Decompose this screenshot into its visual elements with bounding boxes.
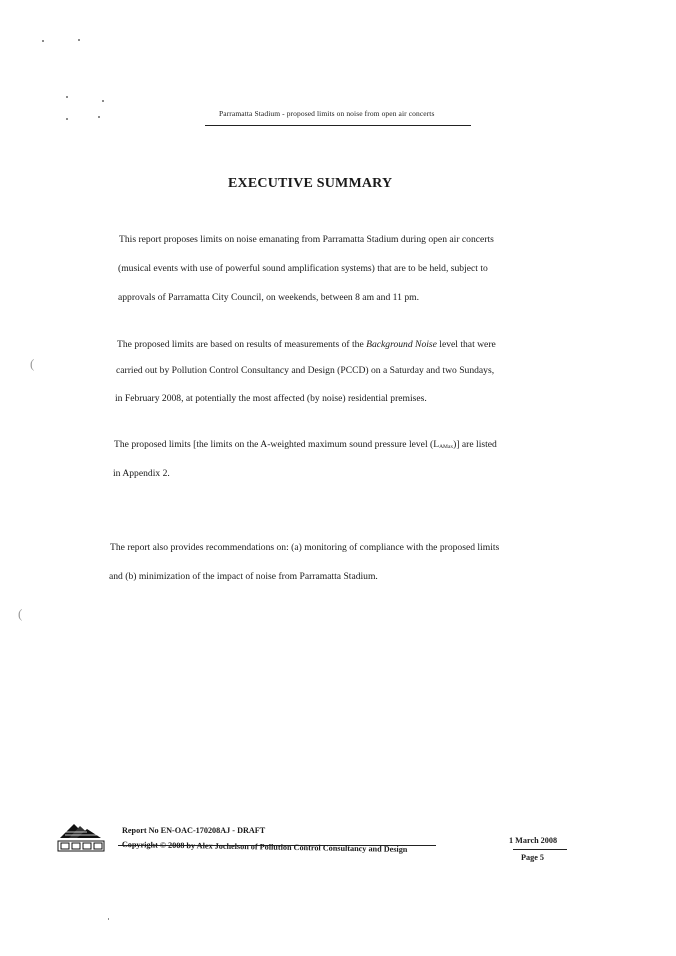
paragraph-4-line-1: The report also provides recommendations on: (a) monitoring of compliance with the proposed limits xyxy=(110,542,500,553)
report-date: 1 March 2008 xyxy=(509,836,558,845)
scan-speck xyxy=(42,40,44,42)
paragraph-3-line-2: in Appendix 2. xyxy=(113,468,170,479)
paragraph-1-line-2: (musical events with use of powerful sound amplification systems) that are to be held, subject to xyxy=(118,263,488,274)
lamax-subscript: AMax xyxy=(439,444,454,450)
pccd-logo xyxy=(57,822,105,852)
paragraph-3-line-1 xyxy=(114,439,497,450)
scan-speck xyxy=(108,918,109,920)
paragraph-2-line-1-start: The proposed limits are based on results of measurements of the xyxy=(117,339,367,350)
scan-artifact: ( xyxy=(18,606,23,621)
scan-speck xyxy=(98,116,100,118)
report-number: Report No EN-OAC-170208AJ - DRAFT xyxy=(122,826,266,835)
header-rule xyxy=(205,125,471,126)
paragraph-2-line-1-end: level that were xyxy=(436,339,496,350)
scan-speck xyxy=(102,100,104,102)
page-title: EXECUTIVE SUMMARY xyxy=(228,176,393,191)
scan-speck xyxy=(78,39,80,41)
paragraph-1-line-3: approvals of Parramatta City Council, on weekends, between 8 am and 11 pm. xyxy=(118,292,419,303)
scan-speck xyxy=(66,96,68,98)
scan-artifact: ( xyxy=(30,356,35,371)
paragraph-2-line-1 xyxy=(117,339,496,350)
paragraph-3-line-1-end: )] are listed xyxy=(453,439,497,450)
background-noise-term: Background Noise xyxy=(366,339,437,350)
paragraph-1-line-1: This report proposes limits on noise emanating from Parramatta Stadium during open air concerts xyxy=(119,234,494,245)
paragraph-2-line-3: in February 2008, at potentially the most affected (by noise) residential premises. xyxy=(115,393,427,404)
scan-speck xyxy=(66,118,68,120)
footer-rule-right xyxy=(513,849,567,850)
copyright-notice: Copyright © 2008 by Alex Jochelson of Pollution Control Consultancy and Design xyxy=(121,840,408,854)
running-header: Parramatta Stadium - proposed limits on noise from open air concerts xyxy=(219,109,435,118)
paragraph-2-line-2: carried out by Pollution Control Consultancy and Design (PCCD) on a Saturday and two Sundays, xyxy=(116,365,495,376)
page-number: Page 5 xyxy=(521,853,544,862)
paragraph-4-line-2: and (b) minimization of the impact of noise from Parramatta Stadium. xyxy=(109,571,378,582)
paragraph-3-line-1-start: The proposed limits [the limits on the A-weighted maximum sound pressure level (L xyxy=(114,439,440,450)
